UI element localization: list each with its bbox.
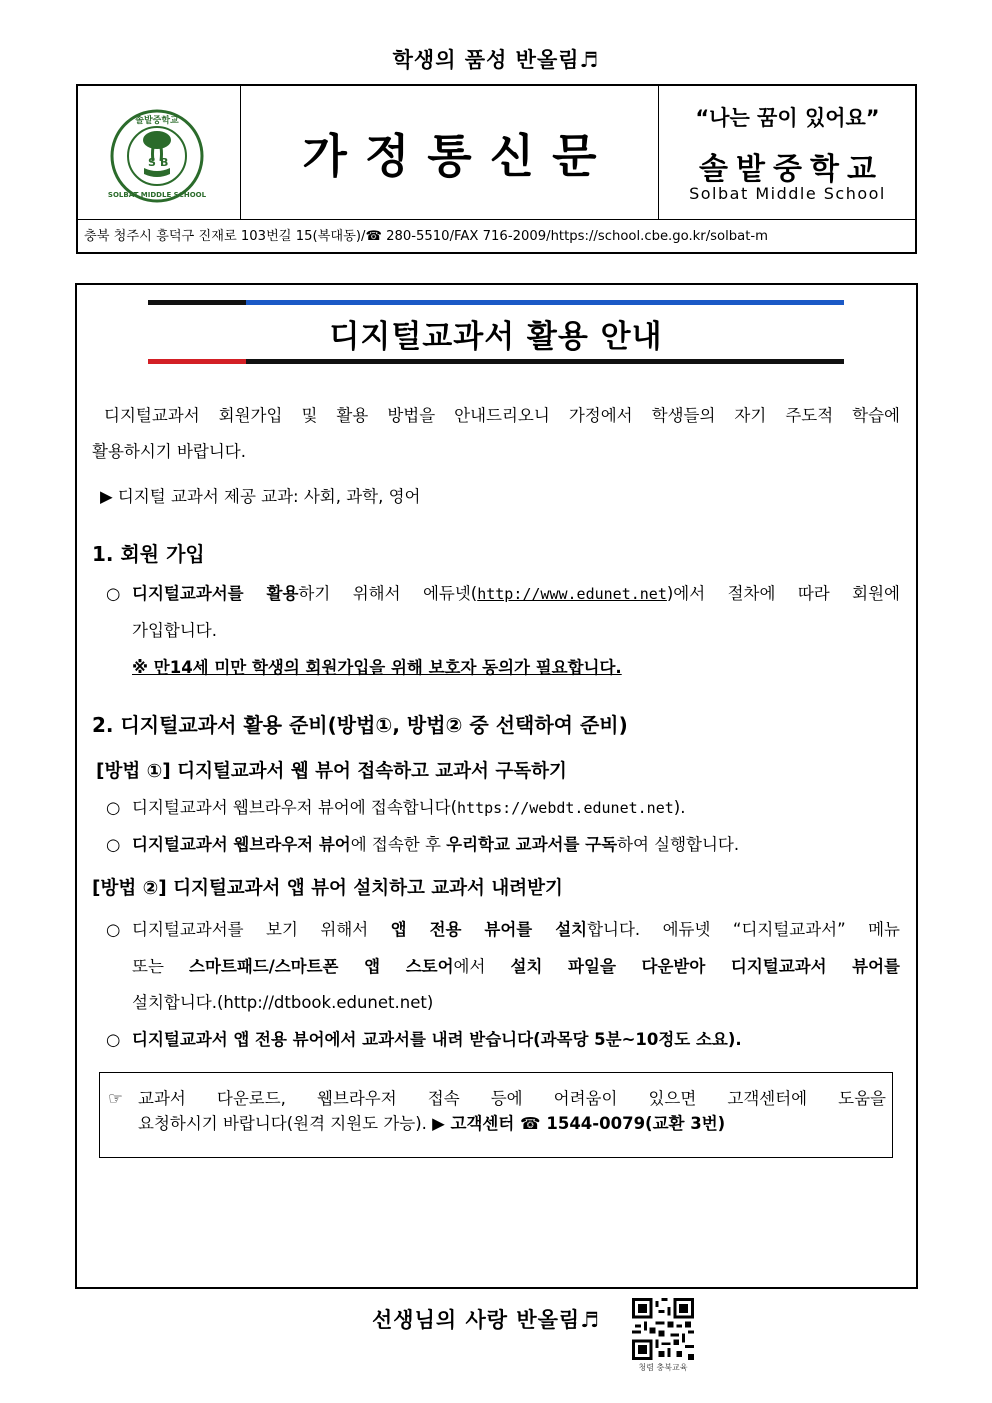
school-logo-cell [78, 86, 241, 219]
method1-item2-bullet: ○ [106, 835, 121, 854]
section1-line-2: 가입합니다. [132, 621, 217, 640]
method1-heading: [방법 ①] 디지털교과서 웹 뷰어 접속하고 교과서 구독하기 [96, 761, 567, 782]
method1-item1-a: 디지털교과서 웹브라우저 뷰어 [132, 798, 350, 817]
intro-line-1: 디지털교과서 회원가입 및 활용 방법을 안내드리오니 가정에서 학생들의 자기 주도적 학습에 [104, 406, 900, 425]
help-line-2-a: 요청하시기 바랍니다(원격 지원도 가능). [138, 1114, 433, 1133]
school-block [659, 86, 916, 219]
help-line-1: 교과서 다운로드, 웹브라우저 접속 등에 어려움이 있으면 고객센터에 도움을 [138, 1089, 886, 1108]
bottom-slogan: 선생님의 사랑 반올림♬ [372, 1307, 601, 1332]
method1-item1-bullet: ○ [106, 798, 121, 817]
section1-text-b: 하기 위해서 에듀넷( [298, 584, 478, 603]
method1-item2-b: 에 접속한 후 [350, 835, 447, 854]
school-address: 충북 청주시 흥덕구 진재로 103번길 15(복대동)/☎ 280-5510/FAX 716-2009/https://school.cbe.go.kr/solbat-m [78, 219, 916, 253]
method2-item2-bullet: ○ [106, 1030, 121, 1049]
section1-emph: 디지털교과서를 활용 [132, 584, 299, 603]
webdt-link[interactable]: https://webdt.edunet.net [457, 799, 674, 817]
method2-item2: 디지털교과서 앱 전용 뷰어에서 교과서를 내려 받습니다(과목당 5분~10정도 소요). [132, 1030, 742, 1049]
logo-text-top: 솔밭중학교 [135, 116, 179, 126]
method1-item1 [132, 790, 900, 826]
title-rule-top-left [148, 300, 246, 305]
logo-text-bottom: SOLBAT MIDDLE SCHOOL [107, 191, 207, 199]
m2-l2-d: 설치 파일을 다운받아 디지털교과서 뷰어를 [510, 957, 900, 976]
qr-caption: 청렴 충북교육 [638, 1363, 688, 1372]
logo-letter-s: S [148, 156, 156, 169]
method2-item1-line-2 [132, 949, 900, 985]
m2-l2-c: 에서 [453, 957, 511, 976]
edunet-link[interactable]: http://www.edunet.net [477, 585, 667, 603]
method1-item1-b: 에 접속합니다( [349, 798, 458, 817]
m2-l1-a: 디지털교과서를 보기 위해서 [132, 920, 391, 939]
m2-l1-c: 합니다. 에듀넷 “디지털교과서” 메뉴 [587, 920, 900, 939]
section2-heading: 2. 디지털교과서 활용 준비(방법①, 방법② 중 선택하여 준비) [92, 713, 628, 737]
school-motto: “나는 꿈이 있어요” [695, 106, 880, 130]
school-logo [78, 86, 241, 219]
method1-item1-c: ). [673, 798, 686, 817]
title-rule-bottom-left [148, 359, 246, 364]
method1-item2-a: 디지털교과서 웹브라우저 뷰어 [132, 835, 351, 854]
method2-item1-bullet: ○ [106, 920, 121, 939]
method2-heading: [방법 ②] 디지털교과서 앱 뷰어 설치하고 교과서 내려받기 [92, 878, 563, 899]
logo-letter-b: B [160, 156, 169, 169]
help-line-2 [138, 1112, 886, 1136]
section1-heading: 1. 회원 가입 [92, 542, 205, 566]
method1-item2 [132, 827, 900, 863]
top-slogan: 학생의 품성 반올림♬ [392, 47, 600, 72]
intro-subjects: ▶ 디지털 교과서 제공 교과: 사회, 과학, 영어 [100, 487, 421, 506]
method1-item2-d: 하여 실행합니다. [617, 835, 740, 854]
letter-header [76, 84, 917, 254]
intro-line-2: 활용하시기 바랍니다. [92, 442, 246, 461]
m2-l2-a: 또는 [132, 957, 190, 976]
title-rule-top-right [246, 300, 844, 305]
section1-bullet: ○ [106, 584, 121, 603]
section1-text-c: )에서 절차에 따라 회원에 [666, 584, 900, 603]
method1-item2-c: 우리학교 교과서를 구독 [446, 835, 618, 854]
document-title: 디지털교과서 활용 안내 [329, 319, 663, 355]
school-name-english: Solbat Middle School [689, 184, 886, 203]
method2-item1-line-1 [132, 912, 900, 948]
section1-line-1 [132, 576, 900, 612]
help-contact: ▶ 고객센터 ☎ 1544-0079(교환 3번) [432, 1114, 726, 1133]
letter-type-title: 가정통신문 [241, 86, 659, 219]
m2-l2-b: 스마트패드/스마트폰 앱 스토어 [189, 957, 454, 976]
help-pointer-icon: ☞ [108, 1089, 123, 1108]
section1-note: ※ 만14세 미만 학생의 회원가입을 위해 보호자 동의가 필요합니다. [132, 658, 622, 677]
method2-item1-line-3: 설치합니다.(http://dtbook.edunet.net) [132, 993, 434, 1012]
qr-code[interactable] [632, 1298, 694, 1360]
m2-l1-b: 앱 전용 뷰어를 설치 [390, 920, 588, 939]
school-name: 솔밭중학교 [699, 152, 884, 187]
title-rule-bottom-right [246, 359, 844, 364]
